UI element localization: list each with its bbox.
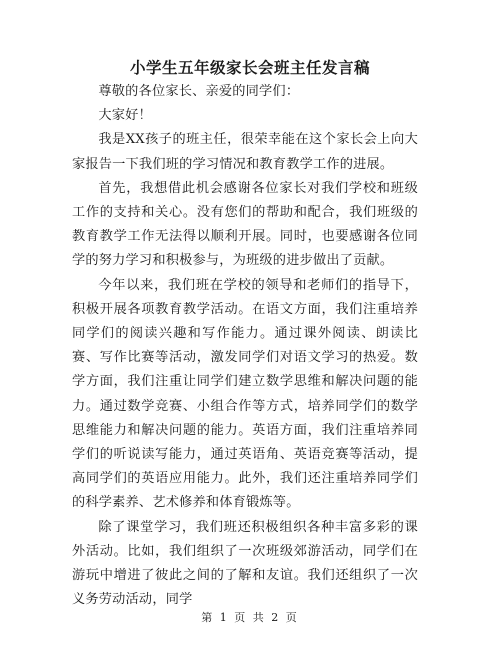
document-title: 小学生五年级家长会班主任发言稿	[129, 58, 370, 77]
body-paragraph: 今年以来，我们班在学校的领导和老师们的指导下，积极开展各项教育教学活动。在语文方面，我们注重培养同学们的阅读兴趣和写作能力。通过课外阅读、朗读比赛、写作比赛等活动，激发同学们对语文学习的热爱。数学方面，我们注重让同学们建立数学思维和解决问题的能力。通过数学竞赛、小组合作等方式，培养同学们的数学思维能力和解决问题的能力。英语方面，我们注重培养同学们的听说读写能力，通过英语角、英语竞赛等活动，提高同学们的英语应用能力。此外，我们还注重培养同学们的科学素养、艺术修养和体育锻炼等。	[72, 277, 418, 511]
page-number-footer: 第 1 页 共 2 页	[201, 611, 299, 624]
greeting: 大家好！	[98, 108, 152, 124]
salutation: 尊敬的各位家长、亲爱的同学们：	[98, 84, 300, 99]
body-paragraph: 我是XX孩子的班主任，很荣幸能在这个家长会上向大家报告一下我们班的学习情况和教育教学工作的进展。	[72, 132, 418, 172]
body-paragraph: 首先，我想借此机会感谢各位家长对我们学校和班级工作的支持和关心。没有您们的帮助和配合，我们班级的教育教学工作无法得以顺利开展。同时，也要感谢各位同学的努力学习和积极参与，为班级的进步做出了贡献。	[72, 180, 418, 269]
document-body	[72, 80, 418, 612]
body-paragraph: 除了课堂学习，我们班还积极组织各种丰富多彩的课外活动。比如，我们组织了一次班级郊游活动，同学们在游玩中增进了彼此之间的了解和友谊。我们还组织了一次义务劳动活动，同学	[72, 519, 418, 608]
